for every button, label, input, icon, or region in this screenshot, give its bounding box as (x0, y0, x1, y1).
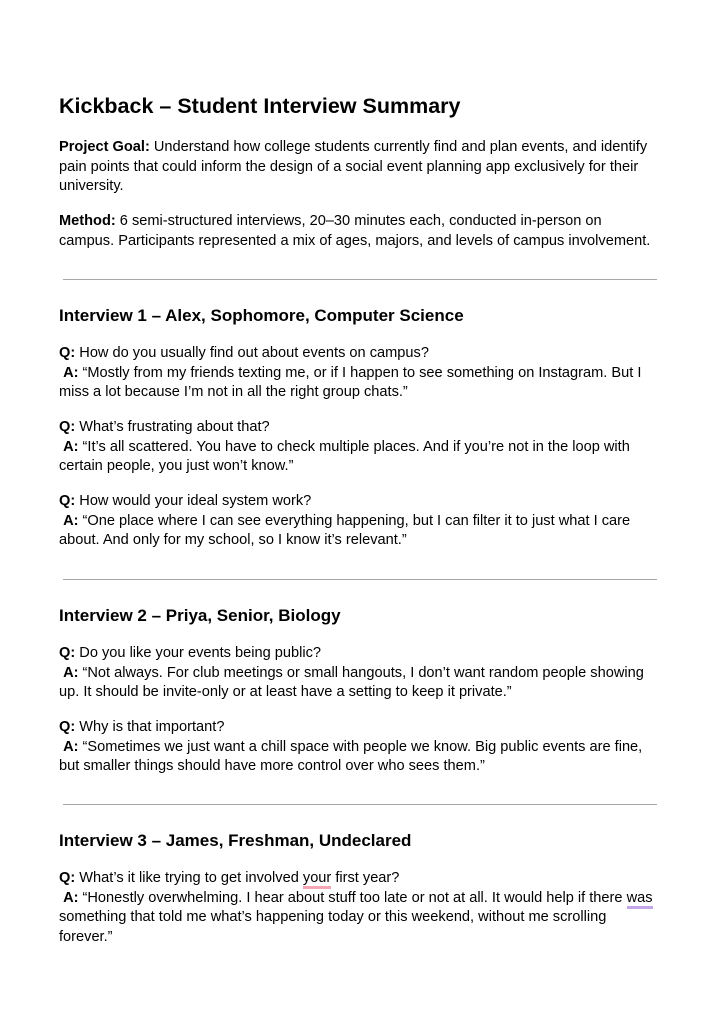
question-text: How would your ideal system work? (75, 493, 312, 509)
method-label: Method: (59, 213, 116, 229)
answer-text: “It’s all scattered. You have to check multiple places. And if you’re not in the loop with certain people, you just won’t know.” (59, 438, 630, 475)
method-text: 6 semi-structured interviews, 20–30 minutes each, conducted in-person on campus. Participants represented a mix of ages, majors, and levels of campus involvement. (59, 213, 651, 249)
qa-pair (59, 718, 659, 777)
question-text: What’s it like trying to get involved (75, 870, 303, 886)
question-text-end: first year? (331, 870, 400, 886)
qa-pair (59, 644, 659, 703)
section-divider (63, 579, 657, 580)
section-divider (63, 804, 657, 805)
answer-text: “Sometimes we just want a chill space with people we know. Big public events are fine, but smaller things should have more control over who sees them.” (59, 738, 643, 775)
interview-2-section (59, 605, 659, 627)
answer-label: A: (63, 738, 79, 755)
qa-pair (59, 492, 659, 551)
answer-text-end: something that told me what’s happening today or this weekend, without me scrolling forever.” (59, 909, 607, 945)
project-goal-label: Project Goal: (59, 139, 150, 155)
question-label: Q: (59, 419, 76, 435)
project-goal-paragraph (59, 138, 659, 197)
answer-text: “Honestly overwhelming. I hear about stuff too late or not at all. It would help if there (78, 889, 627, 906)
answer-text: “Not always. For club meetings or small hangouts, I don’t want random people showing up. It should be invite-only or at least have a setting to keep it private.” (59, 664, 644, 701)
question-text: Do you like your events being public? (75, 645, 322, 661)
question-text: Why is that important? (75, 719, 225, 735)
question-text: What’s frustrating about that? (75, 419, 270, 435)
qa-pair (59, 418, 659, 477)
answer-text: “Mostly from my friends texting me, or if I happen to see something on Instagram. But I miss a lot because I’m not in all the right group chats.” (59, 364, 642, 401)
page-title: Kickback – Student Interview Summary (59, 94, 461, 118)
project-goal-text: Understand how college students currently find and plan events, and identify pain points that could inform the design of a social event planning app exclusively for their university. (59, 139, 648, 195)
interview-heading: Interview 3 – James, Freshman, Undeclared (59, 831, 412, 850)
qa-pair (59, 869, 659, 947)
answer-text: “One place where I can see everything happening, but I can filter it to just what I care about. And only for my school, so I know it’s relevant.” (59, 512, 631, 549)
answer-label: A: (63, 889, 79, 906)
answer-label: A: (63, 512, 79, 529)
question-text: How do you usually find out about events on campus? (75, 345, 429, 361)
question-label: Q: (59, 345, 76, 361)
grammar-flagged-word[interactable]: was (627, 890, 653, 909)
question-label: Q: (59, 645, 76, 661)
answer-label: A: (63, 664, 79, 681)
interview-3-section (59, 830, 659, 852)
method-paragraph (59, 212, 659, 251)
question-label: Q: (59, 719, 76, 735)
answer-label: A: (63, 364, 79, 381)
spelling-flagged-word[interactable]: your (303, 870, 331, 889)
interview-1-section (59, 305, 659, 327)
interview-heading: Interview 1 – Alex, Sophomore, Computer Science (59, 306, 464, 325)
answer-label: A: (63, 438, 79, 455)
section-divider (63, 279, 657, 280)
qa-pair (59, 344, 659, 403)
question-label: Q: (59, 493, 76, 509)
interview-heading: Interview 2 – Priya, Senior, Biology (59, 606, 341, 625)
question-label: Q: (59, 870, 76, 886)
